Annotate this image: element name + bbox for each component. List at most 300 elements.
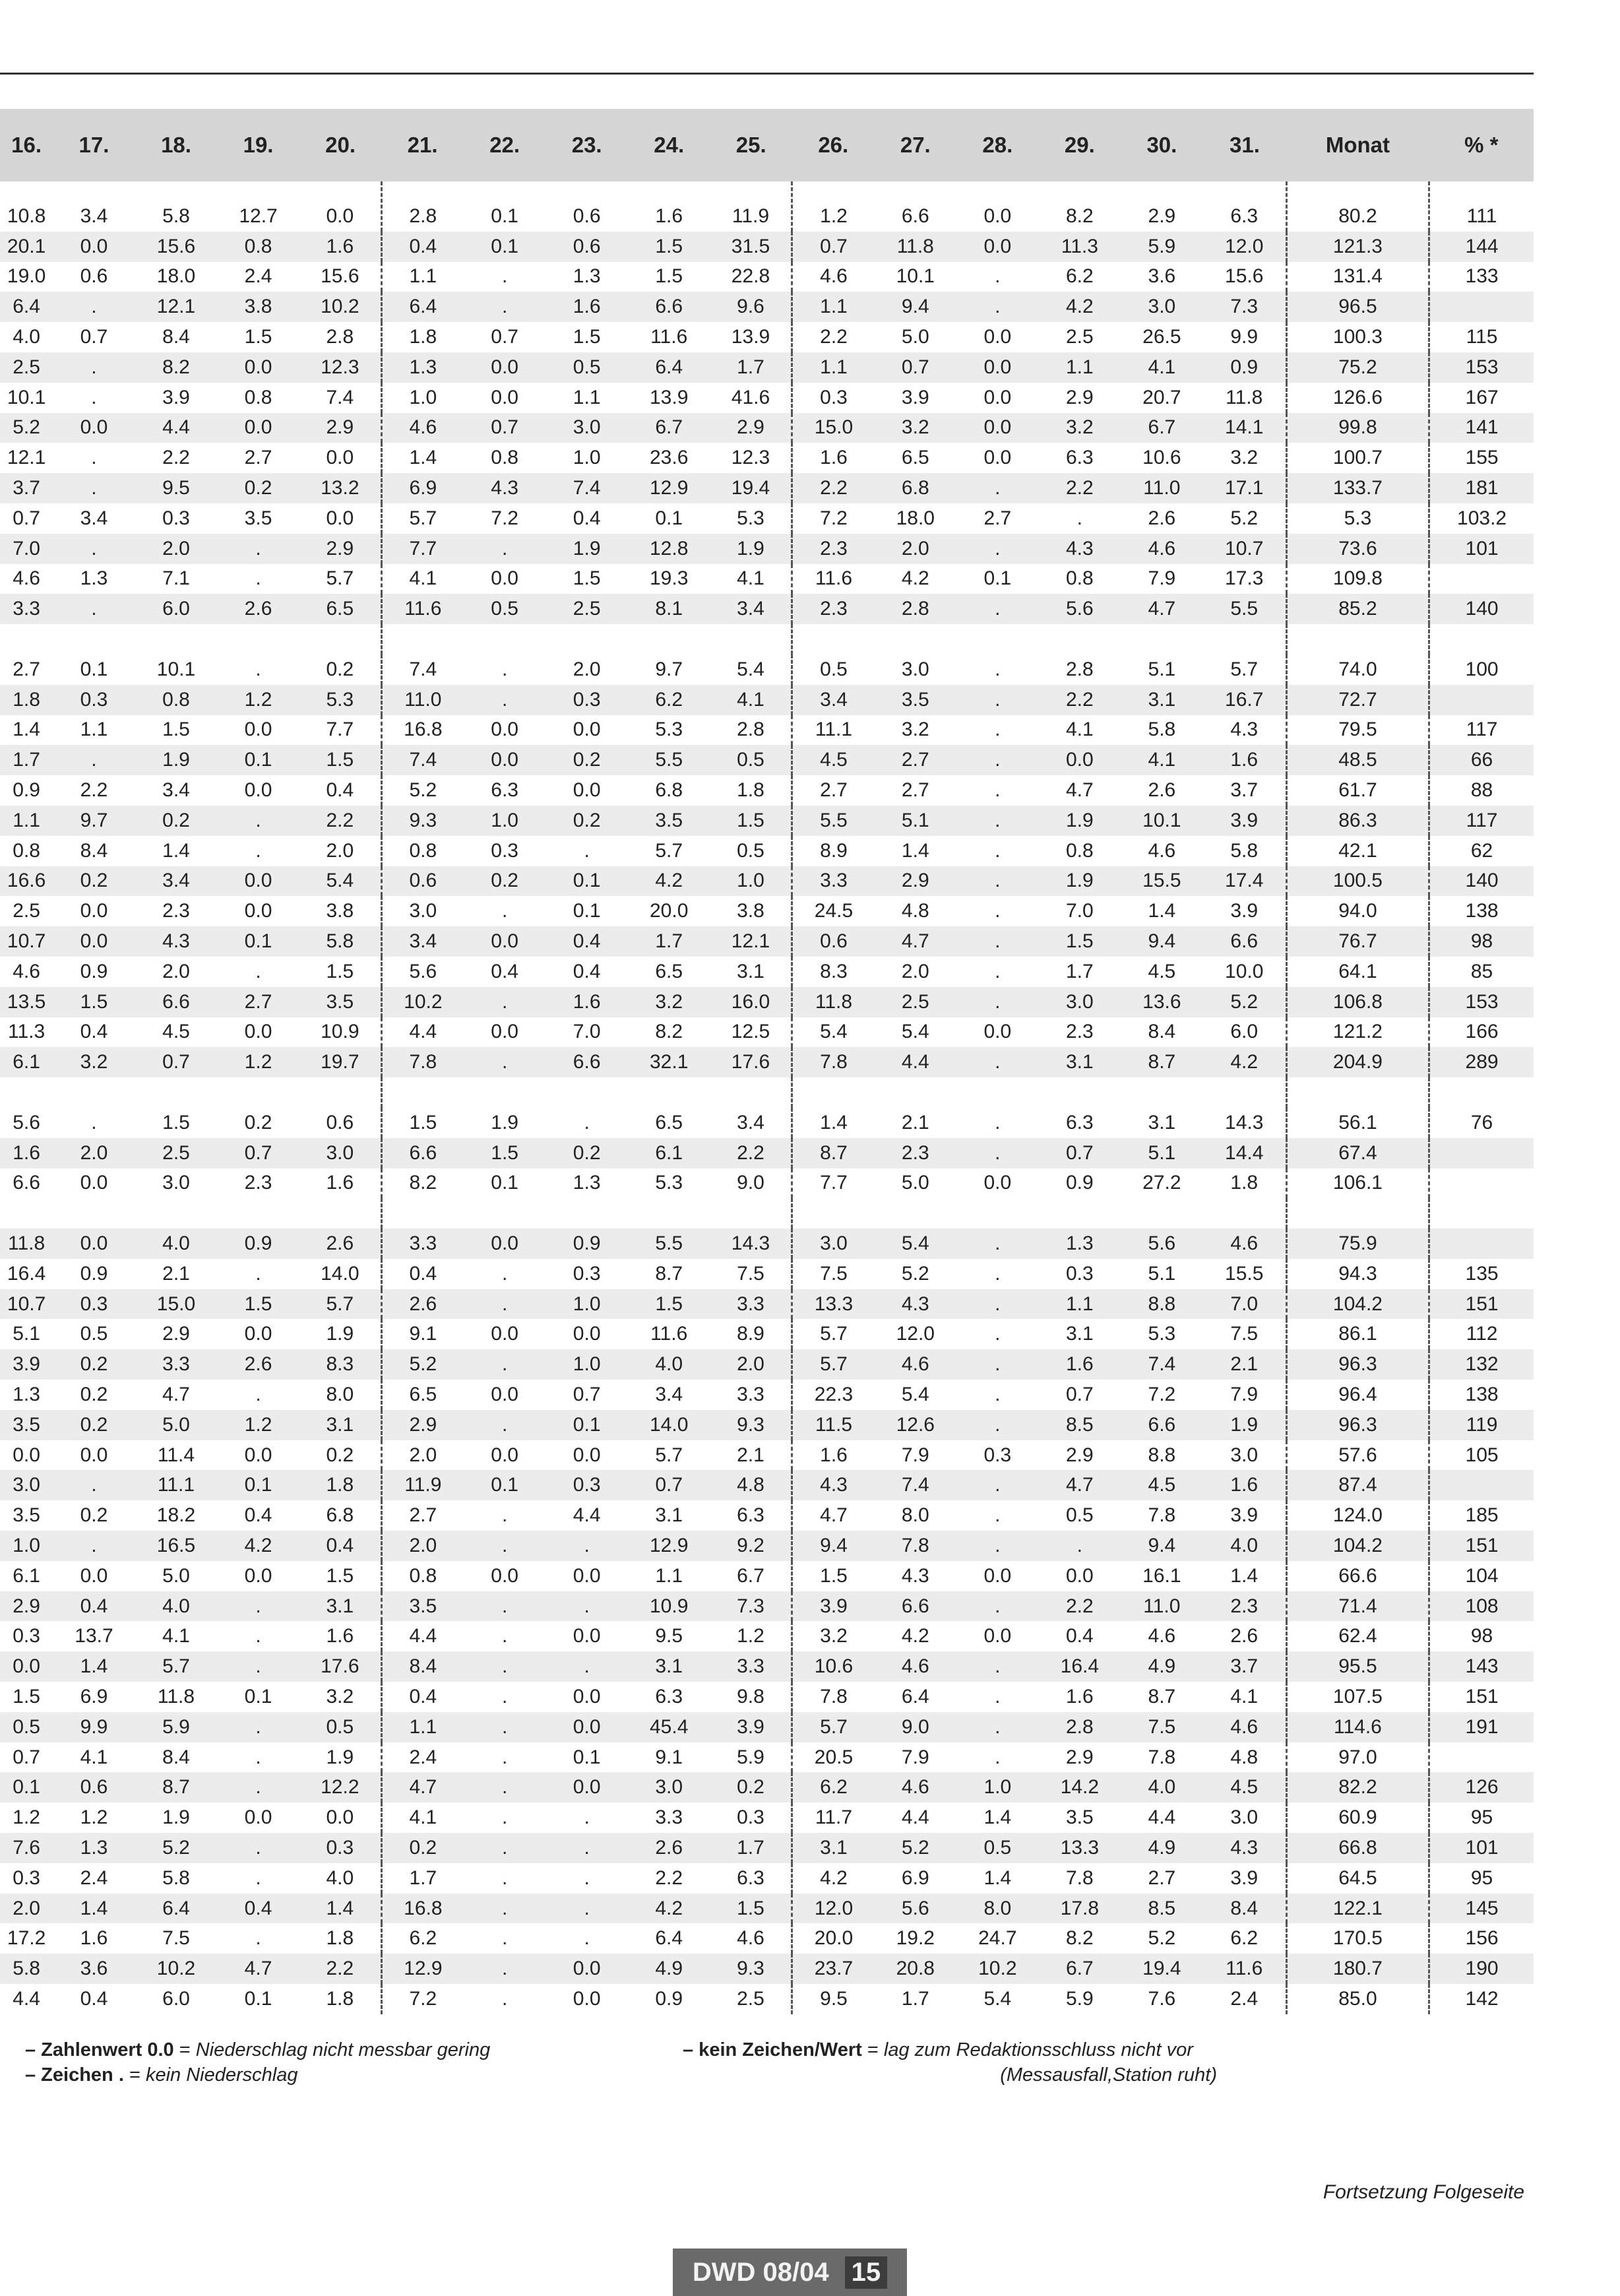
- table-cell: 2.7: [244, 447, 272, 469]
- table-cell: 7.0: [1203, 1289, 1287, 1320]
- table-cell: 2.0: [0, 1894, 53, 1924]
- table-cell: 2.6: [217, 594, 299, 624]
- table-row: [0, 1440, 1534, 1471]
- spacer-cell: [710, 624, 792, 654]
- table-cell: 6.3: [491, 779, 518, 802]
- top-rule: [0, 73, 1534, 75]
- table-cell: 4.9: [628, 1954, 710, 1984]
- table-cell: 99.8: [1286, 413, 1429, 443]
- table-cell: [1429, 1168, 1534, 1199]
- table-cell: .: [464, 1954, 546, 1984]
- table-cell: 0.0: [217, 866, 299, 897]
- table-cell: 6.7: [1121, 413, 1203, 443]
- table-row: [0, 926, 1534, 957]
- table-cell: 0.1: [217, 1470, 299, 1500]
- table-cell: 2.3: [875, 1138, 957, 1168]
- table-row: [0, 1833, 1534, 1863]
- table-cell: 5.5: [1203, 594, 1287, 624]
- table-cell: 0.1: [983, 567, 1012, 590]
- table-cell: 0.0: [464, 1228, 546, 1259]
- table-cell: 24.5: [814, 900, 854, 922]
- table-cell: 9.8: [710, 1682, 792, 1712]
- table-cell: 153: [1429, 987, 1534, 1017]
- table-cell: 0.5: [710, 836, 792, 866]
- table-cell: 10.8: [7, 205, 46, 227]
- table-cell: 4.1: [1065, 718, 1094, 741]
- table-cell: 0.8: [491, 447, 518, 469]
- table-cell: 0.7: [80, 326, 108, 348]
- table-row: [0, 1923, 1534, 1954]
- table-cell: 5.7: [299, 1289, 382, 1320]
- table-cell: 106.1: [1286, 1168, 1429, 1199]
- table-cell: 4.7: [875, 926, 957, 957]
- table-cell: 5.0: [901, 326, 929, 348]
- table-cell: 1.8: [0, 685, 53, 715]
- table-cell: 4.1: [80, 1746, 108, 1768]
- table-row: [0, 745, 1534, 775]
- table-cell: 14.3: [710, 1228, 792, 1259]
- table-cell: 0.9: [1203, 352, 1287, 383]
- table-cell: 5.6: [875, 1894, 957, 1924]
- table-cell: 7.8: [1065, 1866, 1094, 1889]
- table-cell: 0.2: [545, 806, 628, 836]
- table-cell: 2.6: [299, 1228, 382, 1259]
- table-cell: 7.9: [901, 1746, 929, 1768]
- table-cell: 4.4: [1148, 1806, 1176, 1829]
- table-cell: 0.9: [13, 779, 40, 802]
- table-cell: 0.2: [135, 806, 218, 836]
- table-cell: 133: [1465, 265, 1499, 288]
- table-cell: 85: [1470, 960, 1493, 982]
- table-cell: 2.9: [710, 413, 792, 443]
- table-cell: 1.8: [710, 775, 792, 806]
- spacer-cell: [0, 624, 53, 654]
- table-cell: .: [255, 567, 261, 590]
- table-cell: 8.0: [299, 1380, 382, 1410]
- table-cell: 0.1: [491, 1172, 518, 1194]
- table-cell: 4.3: [1039, 534, 1121, 564]
- table-cell: 1.5: [299, 1561, 382, 1591]
- table-cell: 14.0: [628, 1410, 710, 1440]
- table-cell: 1.7: [409, 1866, 437, 1889]
- table-cell: .: [501, 1262, 508, 1285]
- table-cell: 11.4: [157, 1444, 195, 1466]
- table-cell: 132: [1429, 1349, 1534, 1380]
- table-cell: 3.2: [901, 718, 929, 741]
- table-cell: 4.6: [875, 1349, 957, 1380]
- table-cell: 62: [1470, 839, 1493, 862]
- table-cell: 4.1: [1121, 745, 1203, 775]
- table-cell: 0.3: [983, 1444, 1012, 1466]
- table-cell: 2.2: [299, 1954, 382, 1984]
- spacer-cell: [545, 624, 628, 654]
- table-cell: 6.7: [710, 1561, 792, 1591]
- table-row: [0, 866, 1534, 897]
- table-cell: 15.5: [1203, 1259, 1287, 1289]
- table-cell: 3.4: [710, 594, 792, 624]
- table-cell: 4.0: [135, 1228, 218, 1259]
- table-cell: 14.3: [1203, 1108, 1287, 1138]
- table-cell: 4.6: [381, 413, 464, 443]
- table-cell: 3.1: [655, 1504, 683, 1527]
- column-header: 23.: [545, 109, 628, 181]
- table-cell: 15.6: [135, 232, 218, 262]
- table-row: [0, 1410, 1534, 1440]
- table-cell: 0.5: [956, 1833, 1039, 1863]
- table-cell: 1.4: [13, 718, 40, 741]
- table-cell: 12.8: [628, 534, 710, 564]
- table-cell: 4.4: [875, 1047, 957, 1077]
- table-cell: 15.0: [792, 413, 875, 443]
- table-cell: 7.9: [1203, 1380, 1287, 1410]
- table-cell: 6.2: [1203, 1923, 1287, 1954]
- table-cell: 5.2: [381, 1349, 464, 1380]
- table-cell: 3.2: [628, 987, 710, 1017]
- table-cell: 1.6: [0, 1138, 53, 1168]
- table-cell: 73.6: [1286, 534, 1429, 564]
- table-cell: 7.6: [0, 1833, 53, 1863]
- table-cell: 6.5: [409, 1383, 437, 1405]
- table-cell: 166: [1465, 1021, 1499, 1043]
- table-cell: 2.5: [0, 352, 53, 383]
- table-cell: 0.0: [491, 1021, 518, 1043]
- table-cell: 5.7: [1203, 654, 1287, 685]
- table-cell: 6.6: [381, 1138, 464, 1168]
- table-cell: 0.5: [464, 594, 546, 624]
- table-cell: 0.0: [13, 1444, 40, 1466]
- table-cell: 13.5: [0, 987, 53, 1017]
- table-cell: 0.5: [80, 1323, 108, 1345]
- table-cell: 11.8: [792, 987, 875, 1017]
- table-cell: 3.4: [80, 507, 108, 529]
- table-cell: 6.4: [655, 1927, 683, 1950]
- table-cell: 1.5: [628, 1289, 710, 1320]
- table-cell: 1.4: [162, 839, 190, 862]
- table-cell: 11.0: [1121, 1591, 1203, 1622]
- table-cell: 170.5: [1286, 1923, 1429, 1954]
- table-cell: 0.6: [573, 205, 601, 227]
- spacer-cell: [299, 1077, 382, 1108]
- table-cell: 4.6: [820, 265, 848, 288]
- table-cell: .: [995, 1323, 1001, 1345]
- spacer-cell: [1039, 1198, 1121, 1228]
- table-cell: 112: [1466, 1323, 1498, 1345]
- table-cell: .: [995, 718, 1001, 741]
- table-cell: 5.0: [162, 1564, 190, 1587]
- table-cell: 7.8: [820, 1685, 848, 1707]
- table-cell: 0.0: [244, 1564, 272, 1587]
- table-cell: 79.5: [1286, 715, 1429, 746]
- table-cell: 4.6: [875, 1772, 957, 1802]
- table-cell: 1.6: [1065, 1685, 1094, 1707]
- table-cell: 9.7: [655, 658, 683, 680]
- table-cell: 0.9: [545, 1228, 628, 1259]
- table-cell: 126: [1429, 1772, 1534, 1802]
- table-cell: .: [255, 658, 261, 680]
- table-cell: 2.0: [875, 534, 957, 564]
- table-cell: 20.8: [875, 1954, 957, 1984]
- table-cell: 1.8: [1203, 1168, 1287, 1199]
- table-cell: 3.4: [135, 866, 218, 897]
- table-cell: .: [956, 1531, 1039, 1561]
- table-cell: 0.0: [983, 1021, 1012, 1043]
- table-cell: [1429, 1470, 1534, 1500]
- table-cell: 1.9: [1039, 866, 1121, 897]
- table-cell: 0.0: [491, 1323, 518, 1345]
- table-cell: 1.0: [464, 806, 546, 836]
- column-header: % *: [1429, 109, 1534, 181]
- table-cell: 1.8: [299, 1984, 382, 2014]
- table-cell: 96.3: [1286, 1410, 1429, 1440]
- table-cell: 2.2: [820, 326, 848, 348]
- table-cell: 94.0: [1286, 896, 1429, 926]
- table-cell: 3.4: [792, 685, 875, 715]
- table-cell: 4.1: [409, 567, 437, 590]
- table-cell: 0.0: [1039, 745, 1121, 775]
- table-cell: .: [956, 1410, 1039, 1440]
- table-cell: 5.7: [655, 1444, 683, 1466]
- table-cell: 1.3: [573, 1172, 601, 1194]
- table-cell: 15.0: [135, 1289, 218, 1320]
- table-cell: 19.7: [299, 1047, 382, 1077]
- table-cell: 0.7: [875, 352, 957, 383]
- table-cell: 4.0: [1121, 1772, 1203, 1802]
- table-cell: 6.1: [628, 1138, 710, 1168]
- table-cell: .: [584, 1866, 590, 1889]
- table-row: [0, 1863, 1534, 1894]
- table-cell: 14.1: [1203, 413, 1287, 443]
- table-cell: 0.4: [80, 1987, 108, 2010]
- table-cell: .: [53, 1531, 135, 1561]
- spacer-cell: [956, 1198, 1039, 1228]
- table-row: [0, 1380, 1534, 1410]
- table-cell: 5.4: [820, 1021, 848, 1043]
- spacer-cell: [217, 1077, 299, 1108]
- spacer-cell: [1203, 624, 1287, 654]
- table-cell: 2.3: [1203, 1591, 1287, 1622]
- table-cell: 7.8: [875, 1531, 957, 1561]
- table-cell: 3.3: [381, 1228, 464, 1259]
- table-cell: 4.0: [13, 326, 40, 348]
- table-cell: 5.0: [135, 1410, 218, 1440]
- table-cell: .: [464, 685, 546, 715]
- table-cell: 0.5: [820, 658, 848, 680]
- table-cell: 0.8: [409, 839, 437, 862]
- table-cell: 0.4: [491, 960, 518, 982]
- table-cell: 18.0: [156, 265, 196, 288]
- table-cell: 11.6: [1203, 1954, 1287, 1984]
- table-cell: 5.7: [820, 1323, 848, 1345]
- table-cell: 10.7: [0, 926, 53, 957]
- table-cell: 5.7: [792, 1349, 875, 1380]
- table-cell: 7.4: [545, 473, 628, 503]
- table-cell: 61.7: [1286, 775, 1429, 806]
- table-cell: 2.3: [792, 534, 875, 564]
- table-row: [0, 1228, 1534, 1259]
- table-cell: .: [501, 1806, 508, 1829]
- table-cell: 151: [1429, 1531, 1534, 1561]
- table-cell: 1.1: [1039, 1289, 1121, 1320]
- table-cell: 105: [1465, 1444, 1499, 1466]
- table-cell: 76: [1470, 1111, 1493, 1133]
- table-cell: 12.0: [792, 1894, 875, 1924]
- table-cell: 6.9: [80, 1685, 108, 1707]
- table-cell: .: [545, 1651, 628, 1682]
- table-cell: 0.2: [381, 1833, 464, 1863]
- spacer-cell: [0, 1198, 53, 1228]
- legend-equals: =: [173, 2039, 196, 2060]
- table-cell: 0.0: [53, 413, 135, 443]
- table-cell: 42.1: [1286, 836, 1429, 866]
- table-cell: 2.8: [1039, 1712, 1121, 1742]
- table-cell: 3.1: [299, 1591, 382, 1622]
- table-cell: 6.6: [13, 1172, 40, 1194]
- spacer-cell: [875, 1077, 957, 1108]
- table-cell: 1.9: [1039, 806, 1121, 836]
- legend-key: – Zeichen .: [25, 2064, 124, 2086]
- table-row: [0, 1984, 1534, 2014]
- column-header: 27.: [875, 109, 957, 181]
- table-cell: .: [255, 1383, 261, 1405]
- table-cell: 4.6: [1121, 534, 1203, 564]
- table-cell: 1.3: [53, 1833, 135, 1863]
- table-cell: 1.5: [573, 326, 601, 348]
- table-cell: 0.0: [983, 205, 1012, 227]
- spacer-cell: [875, 624, 957, 654]
- table-cell: 8.7: [1121, 1047, 1203, 1077]
- table-cell: 0.8: [409, 1564, 437, 1587]
- spacer-cell: [956, 1077, 1039, 1108]
- table-cell: 10.2: [381, 987, 464, 1017]
- table-cell: 4.6: [1148, 1625, 1176, 1647]
- table-cell: 4.2: [628, 1894, 710, 1924]
- table-cell: .: [255, 1625, 261, 1647]
- table-cell: .: [464, 292, 546, 322]
- table-cell: 1.6: [80, 1927, 108, 1950]
- table-cell: 5.4: [710, 654, 792, 685]
- table-cell: 9.3: [381, 806, 464, 836]
- table-cell: 5.6: [1039, 594, 1121, 624]
- table-cell: 12.1: [710, 926, 792, 957]
- table-cell: 115: [1466, 326, 1498, 348]
- table-cell: 45.4: [628, 1712, 710, 1742]
- table-cell: 3.5: [244, 507, 272, 529]
- table-cell: 3.3: [655, 1806, 683, 1829]
- table-cell: 5.9: [710, 1742, 792, 1773]
- column-header: 19.: [217, 109, 299, 181]
- table-cell: 133.7: [1286, 473, 1429, 503]
- table-cell: 0.7: [1039, 1138, 1121, 1168]
- table-cell: 3.4: [162, 779, 190, 802]
- table-cell: 1.5: [464, 1138, 546, 1168]
- table-cell: 4.7: [217, 1954, 299, 1984]
- table-cell: 5.8: [299, 926, 382, 957]
- table-cell: 2.4: [1203, 1984, 1287, 2014]
- spacer-cell: [53, 1077, 135, 1108]
- spacer-cell: [0, 1077, 53, 1108]
- table-cell: .: [995, 960, 1001, 982]
- table-cell: 12.1: [135, 292, 218, 322]
- table-cell: 1.0: [956, 1772, 1039, 1802]
- table-cell: 2.9: [299, 413, 382, 443]
- table-cell: 74.0: [1286, 654, 1429, 685]
- table-cell: 11.6: [815, 567, 853, 590]
- spacer-cell: [464, 1077, 546, 1108]
- table-cell: 0.0: [956, 352, 1039, 383]
- table-cell: .: [464, 1833, 546, 1863]
- table-cell: 5.2: [1203, 987, 1287, 1017]
- table-cell: .: [956, 926, 1039, 957]
- table-cell: 1.5: [13, 1685, 40, 1707]
- table-cell: .: [53, 534, 135, 564]
- spacer-cell: [1429, 624, 1534, 654]
- table-cell: 1.2: [710, 1621, 792, 1651]
- table-cell: 6.3: [1065, 447, 1094, 469]
- table-cell: 12.2: [299, 1772, 382, 1802]
- table-cell: 5.1: [1148, 658, 1176, 680]
- table-cell: 8.2: [409, 1172, 437, 1194]
- spacer-cell: [1121, 1077, 1203, 1108]
- spacer-cell: [545, 1077, 628, 1108]
- table-cell: .: [217, 806, 299, 836]
- table-cell: 6.7: [1039, 1954, 1121, 1984]
- spacer-cell: [956, 624, 1039, 654]
- table-cell: 3.9: [1203, 1863, 1287, 1894]
- table-cell: 2.5: [1065, 326, 1094, 348]
- table-cell: [1429, 292, 1534, 322]
- table-cell: 9.0: [710, 1168, 792, 1199]
- table-cell: 11.1: [135, 1470, 218, 1500]
- table-cell: 5.9: [1065, 1987, 1094, 2010]
- table-cell: .: [464, 1047, 546, 1077]
- table-cell: .: [995, 1685, 1001, 1707]
- table-cell: 2.0: [299, 836, 382, 866]
- table-row: [0, 1531, 1534, 1561]
- table-cell: 6.3: [655, 1685, 683, 1707]
- table-cell: [1429, 685, 1534, 715]
- table-row: [0, 1500, 1534, 1531]
- table-cell: 2.2: [655, 1866, 683, 1889]
- table-cell: 3.3: [135, 1349, 218, 1380]
- table-cell: 0.9: [655, 1987, 683, 2010]
- table-cell: 1.1: [0, 806, 53, 836]
- table-cell: 11.9: [381, 1470, 464, 1500]
- table-cell: 109.8: [1286, 564, 1429, 594]
- table-cell: 0.0: [1065, 1564, 1094, 1587]
- table-cell: 289: [1429, 1047, 1534, 1077]
- table-cell: 0.3: [545, 1470, 628, 1500]
- table-cell: 12.3: [299, 352, 382, 383]
- table-cell: .: [91, 386, 97, 408]
- spacer-cell: [299, 624, 382, 654]
- table-cell: 0.1: [464, 232, 546, 262]
- table-cell: 2.5: [545, 594, 628, 624]
- table-cell: .: [217, 1712, 299, 1742]
- table-cell: 1.4: [983, 1806, 1012, 1829]
- spacer-cell: [710, 1198, 792, 1228]
- spacer-cell: [135, 624, 218, 654]
- table-cell: 0.0: [464, 926, 546, 957]
- table-cell: 7.0: [0, 534, 53, 564]
- table-cell: 5.3: [710, 503, 792, 534]
- table-cell: 12.0: [896, 1323, 935, 1345]
- table-cell: 6.4: [135, 1894, 218, 1924]
- table-cell: 126.6: [1286, 383, 1429, 413]
- table-cell: 1.8: [299, 1470, 382, 1500]
- table-cell: 1.1: [792, 292, 875, 322]
- table-cell: 0.1: [217, 926, 299, 957]
- table-cell: 0.4: [299, 775, 382, 806]
